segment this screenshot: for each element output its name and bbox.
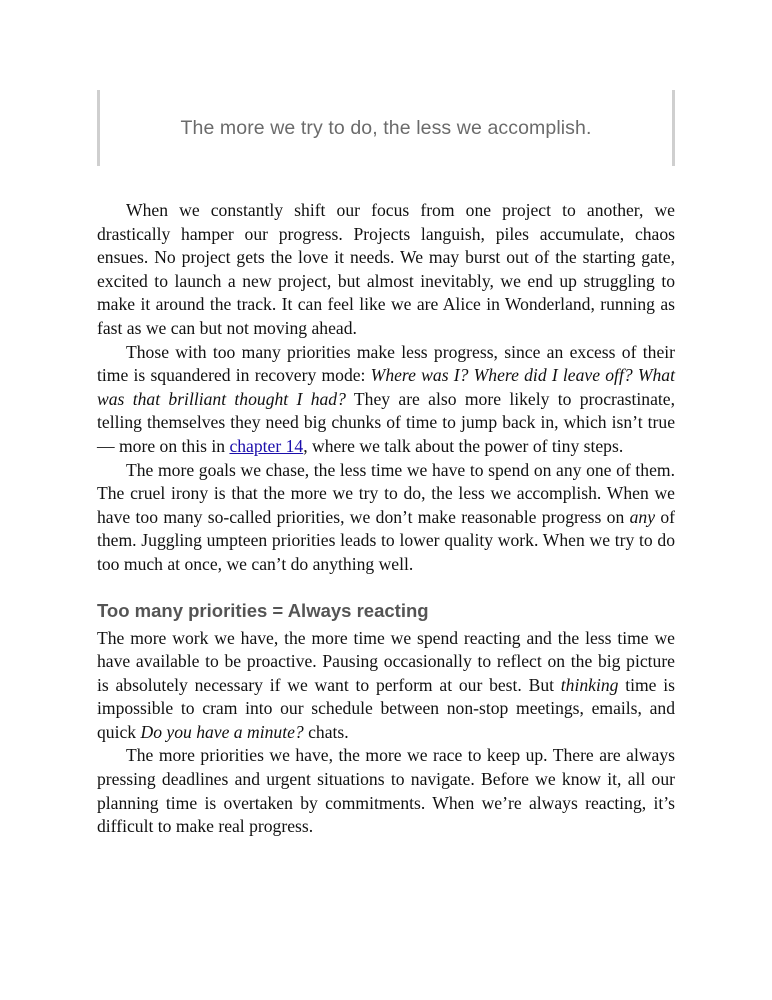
chapter-14-link[interactable]: chapter 14 (229, 435, 304, 456)
paragraph-3-text-a: The more goals we chase, the less time we have to spend on any one of them. The cruel irony is that the more we try to do, the less we accomplish. When we have too many so-called priorities, we don’t make reasonable progress on (97, 459, 675, 527)
pull-quote-text: The more we try to do, the less we accomplish. (180, 117, 592, 139)
paragraph-4-text-e: chats. (303, 721, 349, 742)
paragraph-2 (97, 341, 675, 459)
paragraph-1 (97, 199, 675, 341)
paragraph-4-text-c: time is impossible to cram into our schedule between non-stop meetings, emails, and quick (97, 674, 675, 742)
pull-quote-right-bar (672, 90, 675, 166)
section-heading: Too many priorities = Always reacting (97, 599, 429, 621)
paragraph-4-italic-minute: Do you have a minute? (140, 721, 304, 742)
paragraph-3 (97, 459, 675, 577)
body-text (97, 199, 675, 839)
paragraph-3-italic: any (629, 506, 656, 527)
paragraph-4-italic-thinking: thinking (560, 674, 619, 695)
paragraph-3-text-c: of them. Juggling umpteen priorities leads to lower quality work. When we try to do too much at once, we can’t do anything well. (97, 506, 675, 574)
paragraph-4 (97, 627, 675, 745)
paragraph-5 (97, 744, 675, 838)
paragraph-2-text-c: They are also more likely to procrastinate, telling themselves they need big chunks of time to jump back in, which isn’t true — more on this in (97, 388, 676, 456)
pull-quote (97, 90, 675, 166)
paragraph-2-italic: Where was I? Where did I leave off? What was that brilliant thought I had? (97, 365, 675, 409)
paragraph-5-text: The more priorities we have, the more we race to keep up. There are always pressing deadlines and urgent situations to navigate. Before we know it, all our planning time is overtaken by commitments. When we’re always reacting, it’s difficult to make real progress. (97, 745, 675, 837)
paragraph-2-text-a: Those with too many priorities make less progress, since an excess of their time is squandered in recovery mode: (97, 341, 675, 386)
paragraph-4-text-a: The more work we have, the more time we spend reacting and the less time we have available to be proactive. Pausing occasionally to reflect on the big picture is absolutely necessary if we want to perform at our best. But (97, 627, 675, 695)
paragraph-2-text-d: , where we talk about the power of tiny steps. (303, 435, 624, 456)
paragraph-1-text: When we constantly shift our focus from one project to another, we drastically hamper our progress. Projects languish, piles accumulate, chaos ensues. No project gets the love it needs. We may burst out of the starting gate, excited to launch a new project, but almost inevitably, we end up struggling to make it around the track. It can feel like we are Alice in Wonderland, running as fast as we can but not moving ahead. (97, 200, 675, 338)
